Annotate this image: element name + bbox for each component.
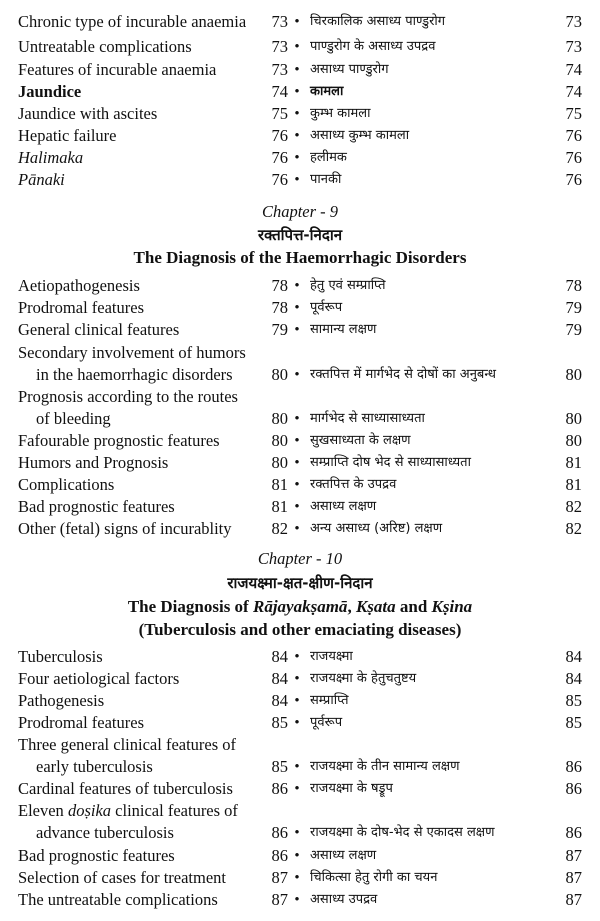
entry-hi: सम्प्राप्ति [310, 693, 349, 708]
entry-hi-page: 82 [565, 497, 582, 516]
entry-en: Jaundice with ascites [18, 104, 158, 123]
entry-hi: रक्तपित्त के उपद्रव [310, 477, 397, 492]
entry-en-continued: of bleeding [36, 409, 111, 428]
bullet-icon: • [294, 455, 300, 471]
entry-hi: कामला [310, 84, 344, 99]
entry-hi: चिकित्सा हेतु रोगी का चयन [310, 870, 438, 885]
entry-en: Aetiopathogenesis [18, 276, 140, 295]
entry-en-page: 73 [271, 60, 288, 79]
entry-hi-page: 87 [565, 846, 582, 865]
chapter-10-label: Chapter - 10 [257, 549, 343, 568]
entry-hi-page: 75 [565, 104, 582, 123]
entry-en-page: 76 [271, 126, 288, 145]
bullet-icon: • [294, 848, 300, 864]
entry-en: Three general clinical features of [18, 735, 237, 754]
entry-en: Pathogenesis [18, 691, 105, 710]
entry-hi-page: 78 [565, 276, 582, 295]
entry-en-page: 73 [271, 12, 288, 31]
toc-row [0, 778, 600, 800]
bullet-icon: • [294, 759, 300, 775]
entry-hi-page: 86 [565, 823, 582, 842]
entry-hi-page: 85 [565, 713, 582, 732]
bullet-icon: • [294, 322, 300, 338]
entry-en-part: Eleven [18, 801, 68, 820]
bullet-icon: • [294, 781, 300, 797]
entry-hi-page: 79 [565, 320, 582, 339]
entry-hi: रक्तपित्त में मार्गभेद से दोषों का अनुबन्ध [310, 367, 496, 382]
entry-en: Fafourable prognostic features [18, 431, 220, 450]
chapter-9-label: Chapter - 9 [261, 202, 339, 221]
toc-row [0, 430, 600, 452]
entry-en-page: 79 [271, 320, 288, 339]
entry-en: Cardinal features of tuberculosis [18, 779, 233, 798]
entry-hi: पूर्वरूप [310, 715, 343, 730]
bullet-icon: • [294, 521, 300, 537]
entry-hi-page: 80 [565, 431, 582, 450]
entry-hi-page: 74 [565, 82, 582, 101]
entry-en: Untreatable complications [18, 37, 192, 56]
entry-hi-page: 79 [565, 298, 582, 317]
bullet-icon: • [294, 825, 300, 841]
entry-en: Jaundice [18, 82, 82, 101]
entry-en-page: 84 [271, 669, 288, 688]
title-term-ksina: Kṣina [431, 597, 473, 616]
entry-hi-page: 84 [565, 647, 582, 666]
toc-row [0, 867, 600, 889]
entry-en-continued: in the haemorrhagic disorders [36, 365, 233, 384]
toc-row [0, 169, 600, 191]
entry-en: Prodromal features [18, 713, 144, 732]
entry-en-page: 86 [271, 779, 288, 798]
entry-en: Other (fetal) signs of incurablity [18, 519, 232, 538]
toc-row [0, 364, 600, 386]
toc-row [0, 889, 600, 911]
entry-en-page: 73 [271, 37, 288, 56]
bullet-icon: • [294, 411, 300, 427]
entry-hi: मार्गभेद से साध्यासाध्यता [310, 411, 425, 426]
entry-en-page: 81 [271, 475, 288, 494]
bullet-icon: • [294, 14, 300, 30]
toc-row [0, 452, 600, 474]
entry-en: Pānaki [18, 170, 65, 189]
entry-hi: हलीमक [310, 150, 347, 165]
entry-en-page: 85 [271, 757, 288, 776]
entry-hi: पाण्डुरोग के असाध्य उपद्रव [310, 39, 436, 54]
toc-row [0, 712, 600, 734]
title-term-rajayaksama: Rājayakṣamā [252, 597, 348, 616]
entry-en: Chronic type of incurable anaemia [18, 12, 247, 31]
entry-hi-page: 82 [565, 519, 582, 538]
entry-en-part: clinical features of [111, 801, 238, 820]
entry-hi: असाध्य कुम्भ कामला [310, 128, 410, 143]
bullet-icon: • [294, 128, 300, 144]
entry-en-page: 78 [271, 276, 288, 295]
entry-en-page: 78 [271, 298, 288, 317]
entry-hi-page: 81 [565, 453, 582, 472]
entry-hi: चिरकालिक असाध्य पाण्डुरोग [310, 14, 446, 29]
entry-hi: राजयक्ष्मा के तीन सामान्य लक्षण [310, 759, 460, 774]
bullet-icon: • [294, 39, 300, 55]
bullet-icon: • [294, 499, 300, 515]
toc-row [0, 103, 600, 125]
entry-hi: सुखसाध्यता के लक्षण [310, 433, 411, 448]
bullet-icon: • [294, 367, 300, 383]
chapter-10-subtitle: (Tuberculosis and other emaciating diseases) [138, 620, 462, 639]
entry-hi: राजयक्ष्मा के हेतुचतुष्टय [310, 671, 417, 686]
toc-row [0, 147, 600, 169]
entry-en: Prognosis according to the routes [18, 387, 238, 406]
toc-row [0, 690, 600, 712]
entry-hi-page: 80 [565, 409, 582, 428]
bullet-icon: • [294, 150, 300, 166]
bullet-icon: • [294, 62, 300, 78]
toc-row [0, 518, 600, 540]
bullet-icon: • [294, 693, 300, 709]
entry-en-page: 87 [271, 890, 288, 909]
toc-row [0, 474, 600, 496]
toc-row [0, 297, 600, 319]
title-separator: and [395, 597, 432, 616]
entry-en: Tuberculosis [18, 647, 103, 666]
entry-en-page: 86 [271, 846, 288, 865]
title-prefix: The Diagnosis of [127, 597, 253, 616]
entry-hi: असाध्य उपद्रव [310, 892, 378, 907]
bullet-icon: • [294, 477, 300, 493]
entry-en: Complications [18, 475, 115, 494]
toc-row [0, 845, 600, 867]
entry-en-page: 76 [271, 148, 288, 167]
entry-en: Selection of cases for treatment [18, 868, 226, 887]
chapter-10-title-hindi: राजयक्ष्मा-क्षत-क्षीण-निदान [227, 574, 373, 592]
entry-en-page: 80 [271, 431, 288, 450]
entry-en [18, 800, 238, 822]
toc-row [0, 408, 600, 430]
entry-en-page: 75 [271, 104, 288, 123]
toc-row [0, 319, 600, 341]
entry-hi-page: 87 [565, 868, 582, 887]
entry-hi-page: 81 [565, 475, 582, 494]
bullet-icon: • [294, 715, 300, 731]
toc-row [0, 756, 600, 778]
entry-hi-page: 85 [565, 691, 582, 710]
entry-en: General clinical features [18, 320, 180, 339]
entry-en: Features of incurable anaemia [18, 60, 217, 79]
entry-hi-page: 74 [565, 60, 582, 79]
title-term-ksata: Kṣata [355, 597, 396, 616]
toc-row [0, 36, 600, 58]
toc-row [0, 125, 600, 147]
entry-hi-page: 87 [565, 890, 582, 909]
entry-hi: पूर्वरूप [310, 300, 343, 315]
entry-en-page: 81 [271, 497, 288, 516]
toc-row [0, 275, 600, 297]
toc-row-line1 [0, 342, 600, 364]
entry-hi-page: 80 [565, 365, 582, 384]
entry-hi-page: 73 [565, 37, 582, 56]
entry-en: Hepatic failure [18, 126, 117, 145]
title-separator: , [347, 597, 356, 616]
bullet-icon: • [294, 649, 300, 665]
entry-hi-page: 76 [565, 126, 582, 145]
entry-en-page: 84 [271, 691, 288, 710]
entry-hi: हेतु एवं सम्प्राप्ति [310, 278, 386, 293]
toc-row-line1 [0, 734, 600, 756]
entry-en-page: 80 [271, 365, 288, 384]
entry-en-page: 87 [271, 868, 288, 887]
toc-row [0, 496, 600, 518]
entry-hi: राजयक्ष्मा के दोष-भेद से एकादस लक्षण [310, 825, 495, 840]
entry-hi: राजयक्ष्मा [310, 649, 353, 664]
toc-row [0, 11, 600, 33]
entry-hi-page: 86 [565, 779, 582, 798]
entry-en-page: 80 [271, 453, 288, 472]
toc-row [0, 822, 600, 844]
bullet-icon: • [294, 84, 300, 100]
entry-en: Humors and Prognosis [18, 453, 169, 472]
entry-en-continued: early tuberculosis [36, 757, 153, 776]
entry-en-page: 74 [271, 82, 288, 101]
entry-en: Halimaka [18, 148, 84, 167]
entry-en: Bad prognostic features [18, 497, 175, 516]
entry-hi: कुम्भ कामला [310, 106, 371, 121]
bullet-icon: • [294, 892, 300, 908]
bullet-icon: • [294, 300, 300, 316]
entry-en: The untreatable complications [18, 890, 218, 909]
entry-en-term: doṣika [67, 801, 112, 820]
bullet-icon: • [294, 433, 300, 449]
bullet-icon: • [294, 278, 300, 294]
entry-hi: असाध्य पाण्डुरोग [310, 62, 389, 77]
toc-row [0, 646, 600, 668]
entry-hi-page: 76 [565, 170, 582, 189]
entry-en-continued: advance tuberculosis [36, 823, 174, 842]
entry-en: Bad prognostic features [18, 846, 175, 865]
entry-en-page: 85 [271, 713, 288, 732]
toc-row [0, 668, 600, 690]
bullet-icon: • [294, 172, 300, 188]
toc-row [0, 59, 600, 81]
entry-hi: राजयक्ष्मा के षड्रूप [310, 781, 393, 796]
entry-hi: असाध्य लक्षण [310, 499, 377, 514]
entry-en: Four aetiological factors [18, 669, 180, 688]
entry-hi: असाध्य लक्षण [310, 848, 377, 863]
entry-hi: अन्य असाध्य (अरिष्ट) लक्षण [310, 521, 443, 536]
toc-row [0, 81, 600, 103]
entry-hi: पानकी [310, 172, 342, 187]
entry-hi-page: 73 [565, 12, 582, 31]
entry-en-page: 76 [271, 170, 288, 189]
toc-row-line1 [0, 800, 600, 822]
toc-row-line1 [0, 386, 600, 408]
entry-en-page: 80 [271, 409, 288, 428]
chapter-10-title-english [0, 595, 600, 619]
entry-en-page: 84 [271, 647, 288, 666]
entry-hi-page: 84 [565, 669, 582, 688]
entry-en-page: 82 [271, 519, 288, 538]
entry-en: Prodromal features [18, 298, 144, 317]
entry-en: Secondary involvement of humors [18, 343, 246, 362]
bullet-icon: • [294, 870, 300, 886]
entry-en-page: 86 [271, 823, 288, 842]
chapter-9-title-english: The Diagnosis of the Haemorrhagic Disorders [133, 248, 467, 267]
chapter-9-title-hindi: रक्तपित्त-निदान [257, 226, 343, 244]
entry-hi: सम्प्राप्ति दोष भेद से साध्यासाध्यता [310, 455, 471, 470]
entry-hi: सामान्य लक्षण [310, 322, 377, 337]
bullet-icon: • [294, 671, 300, 687]
bullet-icon: • [294, 106, 300, 122]
entry-hi-page: 76 [565, 148, 582, 167]
entry-hi-page: 86 [565, 757, 582, 776]
